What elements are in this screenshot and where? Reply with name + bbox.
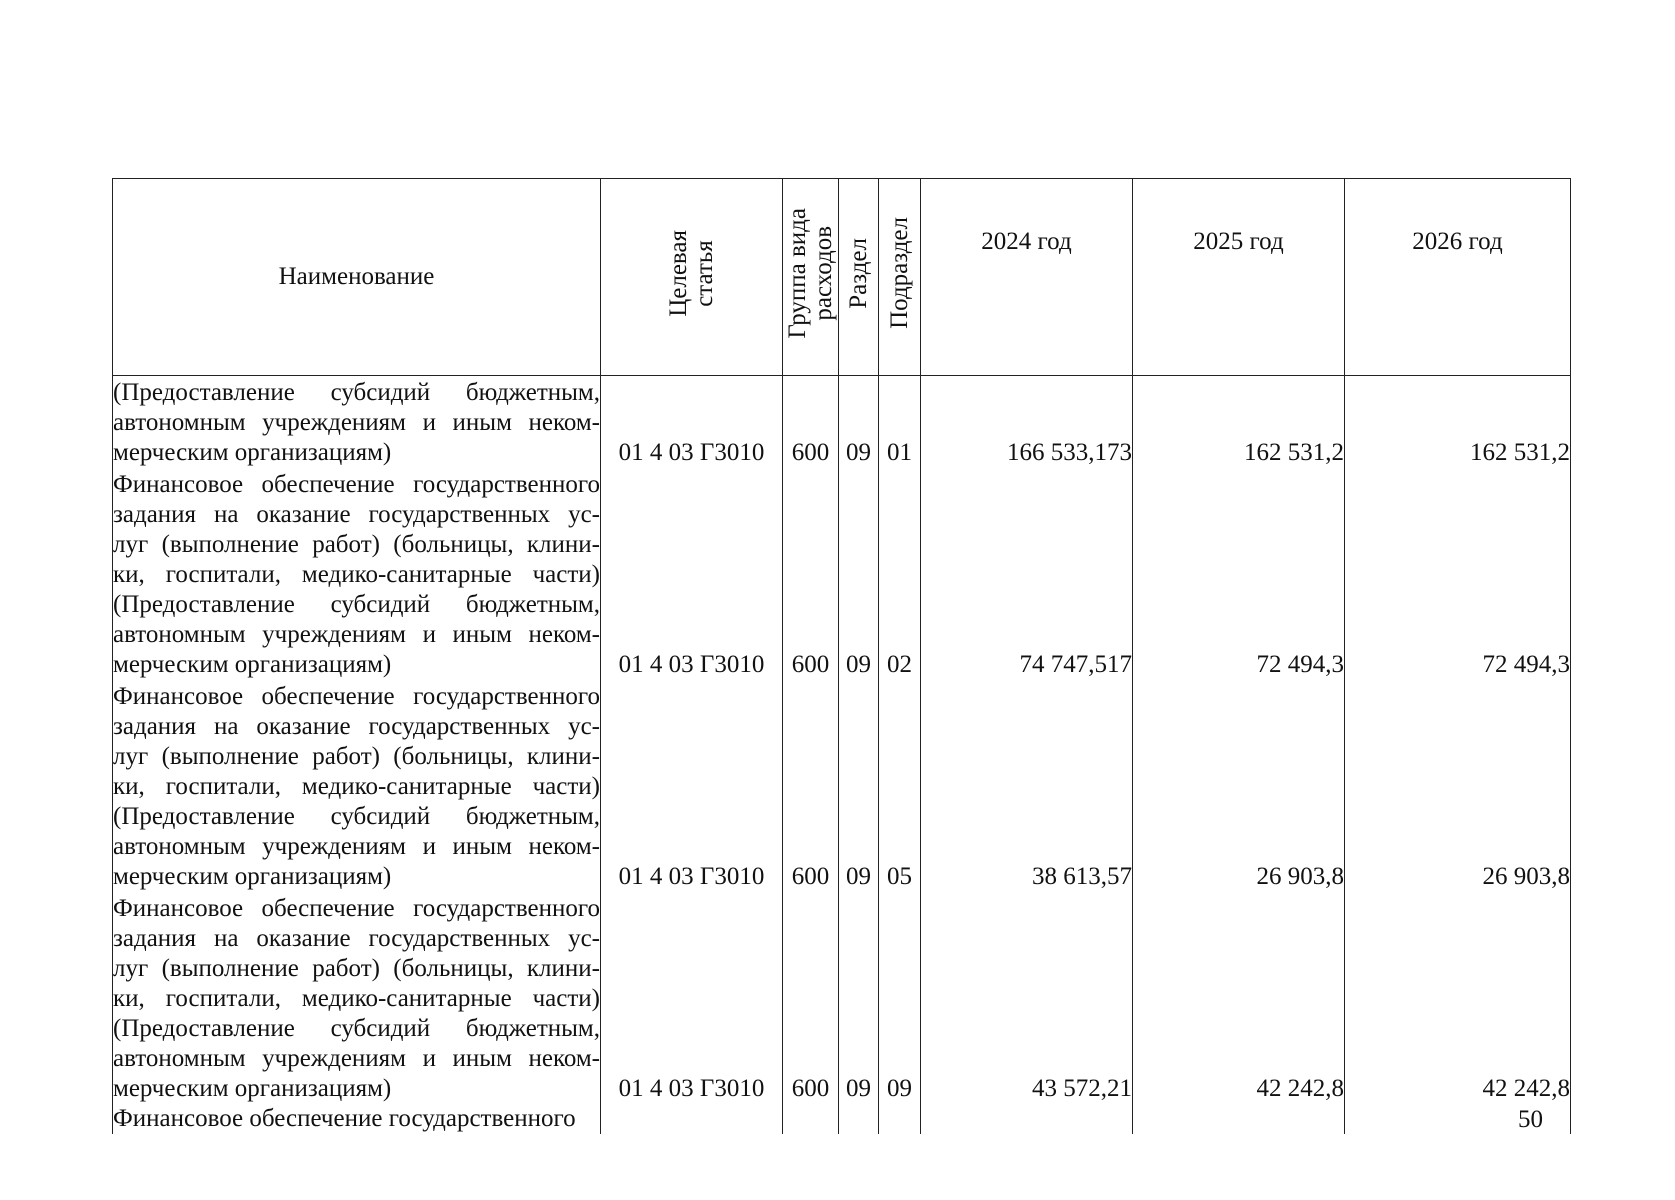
row-section (839, 892, 879, 1104)
row-expense-group-text: 600 (791, 439, 830, 466)
empty-cell (879, 1104, 921, 1134)
row-target-article (601, 680, 783, 892)
row-section-text: 09 (846, 651, 871, 678)
empty-cell (1133, 1104, 1345, 1134)
budget-table (112, 178, 1571, 1134)
row-name-line: Финансовое обеспечение государственного (113, 1105, 576, 1132)
row-name-cell (113, 468, 601, 680)
row-value-2026 (1345, 680, 1571, 892)
header-year-2026: 2026 год (1345, 179, 1571, 376)
row-name-line: автономным учреждениям и иным неком- (113, 621, 600, 648)
row-name-line: автономным учреждениям и иным неком- (113, 409, 600, 436)
row-name-line: мерческим организациям) (113, 439, 392, 466)
empty-cell (839, 1104, 879, 1134)
row-name-line: задания на оказание государственных ус- (113, 713, 600, 740)
table-header-row (113, 179, 1571, 376)
row-section (839, 468, 879, 680)
row-target-article-text: 01 4 03 Г3010 (618, 1075, 765, 1102)
row-subsection-text: 01 (887, 439, 912, 466)
row-name-line: ки, госпитали, медико-санитарные части) (113, 773, 600, 800)
row-value-2024 (921, 680, 1133, 892)
row-expense-group-text: 600 (791, 651, 830, 678)
row-value-2025-text: 72 494,3 (1256, 651, 1344, 678)
header-section: Раздел (839, 179, 879, 376)
row-value-2024 (921, 376, 1133, 469)
row-expense-group (783, 892, 839, 1104)
row-value-2025 (1133, 680, 1345, 892)
row-value-2024 (921, 468, 1133, 680)
row-subsection (879, 468, 921, 680)
row-name-line: луг (выполнение работ) (больницы, клини- (113, 743, 600, 770)
row-name-line: (Предоставление субсидий бюджетным, (113, 803, 600, 830)
row-name-line: Финансовое обеспечение государственного (113, 471, 600, 498)
row-value-2026 (1345, 892, 1571, 1104)
row-name-line: луг (выполнение работ) (больницы, клини- (113, 531, 600, 558)
row-name-line: Финансовое обеспечение государственного (113, 683, 600, 710)
row-subsection (879, 892, 921, 1104)
row-section (839, 680, 879, 892)
row-value-2026-text: 26 903,8 (1482, 863, 1570, 890)
table-row (113, 468, 1571, 680)
row-name-cell (113, 680, 601, 892)
row-name-line: автономным учреждениям и иным неком- (113, 833, 600, 860)
header-target-article: Целевая статья (601, 179, 783, 376)
row-value-2024-text: 166 533,173 (1007, 439, 1132, 466)
empty-cell (921, 1104, 1133, 1134)
table-row (113, 892, 1571, 1104)
row-name-line: задания на оказание государственных ус- (113, 501, 600, 528)
empty-cell (783, 1104, 839, 1134)
row-name-line: мерческим организациям) (113, 1075, 392, 1102)
row-target-article-text: 01 4 03 Г3010 (618, 651, 765, 678)
row-section-text: 09 (846, 1075, 871, 1102)
row-value-2025-text: 26 903,8 (1256, 863, 1344, 890)
row-target-article (601, 468, 783, 680)
row-value-2024-text: 74 747,517 (1019, 651, 1132, 678)
row-name-line: Финансовое обеспечение государственного (113, 895, 600, 922)
row-value-2024-text: 43 572,21 (1032, 1075, 1132, 1102)
row-value-2026-text: 42 242,8 (1482, 1075, 1570, 1102)
row-value-2025 (1133, 892, 1345, 1104)
page-number: 50 (1518, 1106, 1543, 1133)
header-name: Наименование (113, 179, 601, 376)
row-expense-group (783, 680, 839, 892)
header-expense-group: Группа вида расходов (783, 179, 839, 376)
row-target-article (601, 376, 783, 469)
row-name-cell (113, 892, 601, 1104)
row-value-2025-text: 162 531,2 (1244, 439, 1344, 466)
row-name-line: задания на оказание государственных ус- (113, 925, 600, 952)
row-expense-group (783, 468, 839, 680)
table-body (113, 376, 1571, 1135)
row-value-2025 (1133, 468, 1345, 680)
row-target-article (601, 892, 783, 1104)
row-subsection-text: 02 (887, 651, 912, 678)
row-name-line: мерческим организациям) (113, 863, 392, 890)
row-name-cell (113, 1104, 601, 1134)
row-name-line: (Предоставление субсидий бюджетным, (113, 1015, 600, 1042)
row-target-article-text: 01 4 03 Г3010 (618, 439, 765, 466)
table-row (113, 680, 1571, 892)
row-section-text: 09 (846, 439, 871, 466)
row-name-line: (Предоставление субсидий бюджетным, (113, 379, 600, 406)
row-name-line: мерческим организациям) (113, 651, 392, 678)
row-name-cell (113, 376, 601, 469)
row-subsection (879, 680, 921, 892)
row-name-line: луг (выполнение работ) (больницы, клини- (113, 955, 600, 982)
header-year-2025: 2025 год (1133, 179, 1345, 376)
table-row (113, 376, 1571, 469)
row-value-2026 (1345, 376, 1571, 469)
header-subsection: Подраздел (879, 179, 921, 376)
row-value-2026 (1345, 468, 1571, 680)
empty-cell (601, 1104, 783, 1134)
row-value-2025 (1133, 376, 1345, 469)
row-subsection-text: 09 (887, 1075, 912, 1102)
row-section-text: 09 (846, 863, 871, 890)
row-target-article-text: 01 4 03 Г3010 (618, 863, 765, 890)
row-value-2024-text: 38 613,57 (1032, 863, 1132, 890)
row-expense-group (783, 376, 839, 469)
row-subsection (879, 376, 921, 469)
row-value-2024 (921, 892, 1133, 1104)
table-row-partial (113, 1104, 1571, 1134)
header-year-2024: 2024 год (921, 179, 1133, 376)
row-name-line: ки, госпитали, медико-санитарные части) (113, 561, 600, 588)
row-name-line: ки, госпитали, медико-санитарные части) (113, 985, 600, 1012)
row-name-line: автономным учреждениям и иным неком- (113, 1045, 600, 1072)
row-expense-group-text: 600 (791, 1075, 830, 1102)
row-expense-group-text: 600 (791, 863, 830, 890)
row-section (839, 376, 879, 469)
row-name-line: (Предоставление субсидий бюджетным, (113, 591, 600, 618)
row-value-2026-text: 72 494,3 (1482, 651, 1570, 678)
row-subsection-text: 05 (887, 863, 912, 890)
row-value-2025-text: 42 242,8 (1256, 1075, 1344, 1102)
row-value-2026-text: 162 531,2 (1470, 439, 1570, 466)
